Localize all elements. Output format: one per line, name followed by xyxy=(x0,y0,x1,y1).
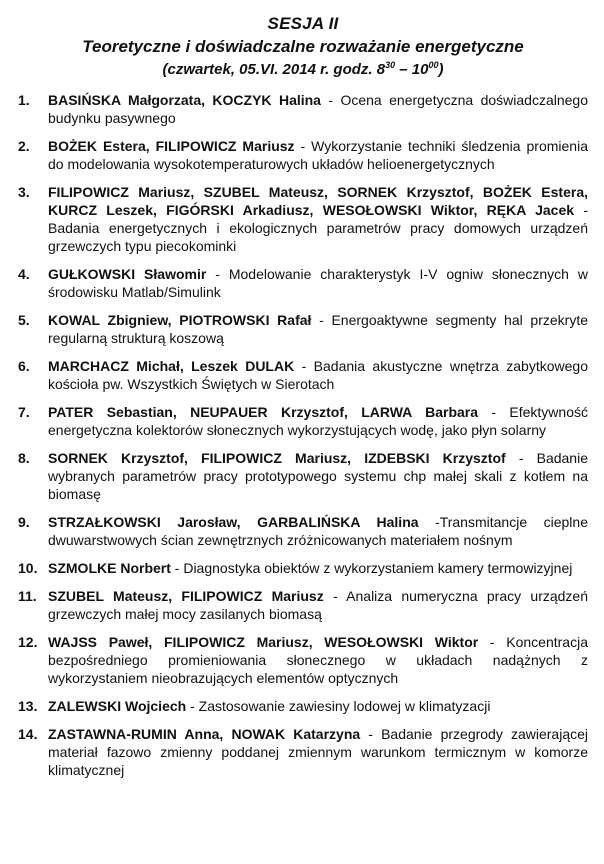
item-number: 4. xyxy=(18,266,30,282)
item-number: 8. xyxy=(18,450,30,466)
list-item xyxy=(18,91,588,127)
item-authors: WAJSS Paweł, FILIPOWICZ Mariusz, WESOŁOWSKI Wiktor xyxy=(48,634,479,650)
item-body xyxy=(48,357,588,393)
list-item xyxy=(18,265,588,301)
list-item xyxy=(18,357,588,393)
item-body xyxy=(48,403,588,439)
item-body xyxy=(48,697,588,715)
item-title: - Efektywność energetyczna kolektorów słonecznych wykorzystujących wodę, jako płyn solarny xyxy=(48,404,588,438)
item-authors: ZALEWSKI Wojciech xyxy=(48,698,187,714)
list-item xyxy=(18,183,588,255)
item-title: - Badania energetycznych i ekologicznych parametrów pracy domowych urządzeń grzewczych typu piecokominki xyxy=(48,202,588,254)
item-authors: SZUBEL Mateusz, FILIPOWICZ Mariusz xyxy=(48,588,324,604)
list-item xyxy=(18,587,588,623)
item-number: 10. xyxy=(18,560,38,576)
item-number: 6. xyxy=(18,358,30,374)
list-item xyxy=(18,449,588,503)
item-number: 5. xyxy=(18,312,30,328)
item-title: - Wykorzystanie techniki śledzenia promienia do modelowania wysokotemperaturowych układów helioenergetycznych xyxy=(48,138,588,172)
session-datetime xyxy=(18,59,588,81)
item-authors: BASIŃSKA Małgorzata, KOCZYK Halina xyxy=(48,92,321,108)
item-authors: SORNEK Krzysztof, FILIPOWICZ Mariusz, IZDEBSKI Krzysztof xyxy=(48,450,506,466)
item-body xyxy=(48,137,588,173)
datetime-end-minutes: 00 xyxy=(428,60,439,70)
datetime-start-minutes: 30 xyxy=(385,60,396,70)
item-number: 11. xyxy=(18,588,37,604)
list-item xyxy=(18,559,588,577)
item-body xyxy=(48,311,588,347)
list-item xyxy=(18,137,588,173)
item-number: 13. xyxy=(18,698,38,714)
item-authors: KOWAL Zbigniew, PIOTROWSKI Rafał xyxy=(48,312,312,328)
list-item xyxy=(18,311,588,347)
item-body xyxy=(48,265,588,301)
presentation-list xyxy=(18,91,588,779)
item-title: - Modelowanie charakterystyk I-V ogniw słonecznych w środowisku Matlab/Simulink xyxy=(48,266,588,300)
item-title: - Badania akustyczne wnętrza zabytkowego kościoła pw. Wszystkich Świętych w Sierotach xyxy=(48,358,588,392)
list-item xyxy=(18,697,588,715)
item-body xyxy=(48,91,588,127)
item-body xyxy=(48,587,588,623)
item-title: - Analiza numeryczna pracy urządzeń grzewczych małej mocy zasilanych biomasą xyxy=(48,588,588,622)
datetime-separator: – 10 xyxy=(395,61,429,78)
item-number: 14. xyxy=(18,726,38,742)
item-authors: BOŻEK Estera, FILIPOWICZ Mariusz xyxy=(48,138,295,154)
item-authors: FILIPOWICZ Mariusz, SZUBEL Mateusz, SORNEK Krzysztof, BOŻEK Estera, KURCZ Leszek, FIGÓRSKI Arkadiusz, WESOŁOWSKI Wiktor, RĘKA Jacek xyxy=(48,184,588,218)
session-title: Teoretyczne i doświadczalne rozważanie energetyczne xyxy=(82,37,524,56)
item-number: 2. xyxy=(18,138,30,154)
item-title: - Badanie wybranych parametrów pracy prototypowego systemu chp małej skali z kotłem na biomasę xyxy=(48,450,588,502)
item-number: 9. xyxy=(18,514,30,530)
item-title: - Koncentracja bezpośredniego promieniowania słonecznego w układach nadążnych z wykorzystaniem nieobrazujących elementów optycznych xyxy=(48,634,588,686)
item-body xyxy=(48,513,588,549)
item-title: - Zastosowanie zawiesiny lodowej w klimatyzacji xyxy=(186,698,491,714)
item-body xyxy=(48,725,588,779)
item-authors: STRZAŁKOWSKI Jarosław, GARBALIŃSKA Halina xyxy=(48,514,419,530)
session-label: SESJA II xyxy=(267,14,339,33)
item-number: 12. xyxy=(18,634,38,650)
item-number: 7. xyxy=(18,404,30,420)
datetime-suffix: ) xyxy=(438,61,444,78)
datetime-prefix: (czwartek, 05.VI. 2014 r. godz. 8 xyxy=(162,61,386,78)
item-authors: ZASTAWNA-RUMIN Anna, NOWAK Katarzyna xyxy=(48,726,361,742)
item-authors: GUŁKOWSKI Sławomir xyxy=(48,266,207,282)
item-title: - Energoaktywne segmenty hal przekryte regularną strukturą koszową xyxy=(48,312,588,346)
item-title: - Badanie przegrody zawierającej materiał fazowo zmienny poddanej zmiennym warunkom termicznym w komorze klimatycznej xyxy=(48,726,589,778)
list-item xyxy=(18,633,588,687)
item-body xyxy=(48,633,588,687)
item-body xyxy=(48,449,588,503)
item-authors: SZMOLKE Norbert xyxy=(48,560,171,576)
item-body xyxy=(48,183,588,255)
item-number: 3. xyxy=(18,184,30,200)
session-header xyxy=(18,12,588,81)
item-authors: MARCHACZ Michał, Leszek DULAK xyxy=(48,358,295,374)
list-item xyxy=(18,403,588,439)
item-body xyxy=(48,559,588,577)
item-title: -Transmitancje cieplne dwuwarstwowych ścian zewnętrznych zróżnicowanych materiałem nośnym xyxy=(48,514,588,548)
list-item xyxy=(18,513,588,549)
item-number: 1. xyxy=(18,92,30,108)
item-title: - Ocena energetyczna doświadczalnego budynku pasywnego xyxy=(48,92,589,126)
item-authors: PATER Sebastian, NEUPAUER Krzysztof, LARWA Barbara xyxy=(48,404,479,420)
list-item xyxy=(18,725,588,779)
item-title: - Diagnostyka obiektów z wykorzystaniem kamery termowizyjnej xyxy=(170,560,573,576)
